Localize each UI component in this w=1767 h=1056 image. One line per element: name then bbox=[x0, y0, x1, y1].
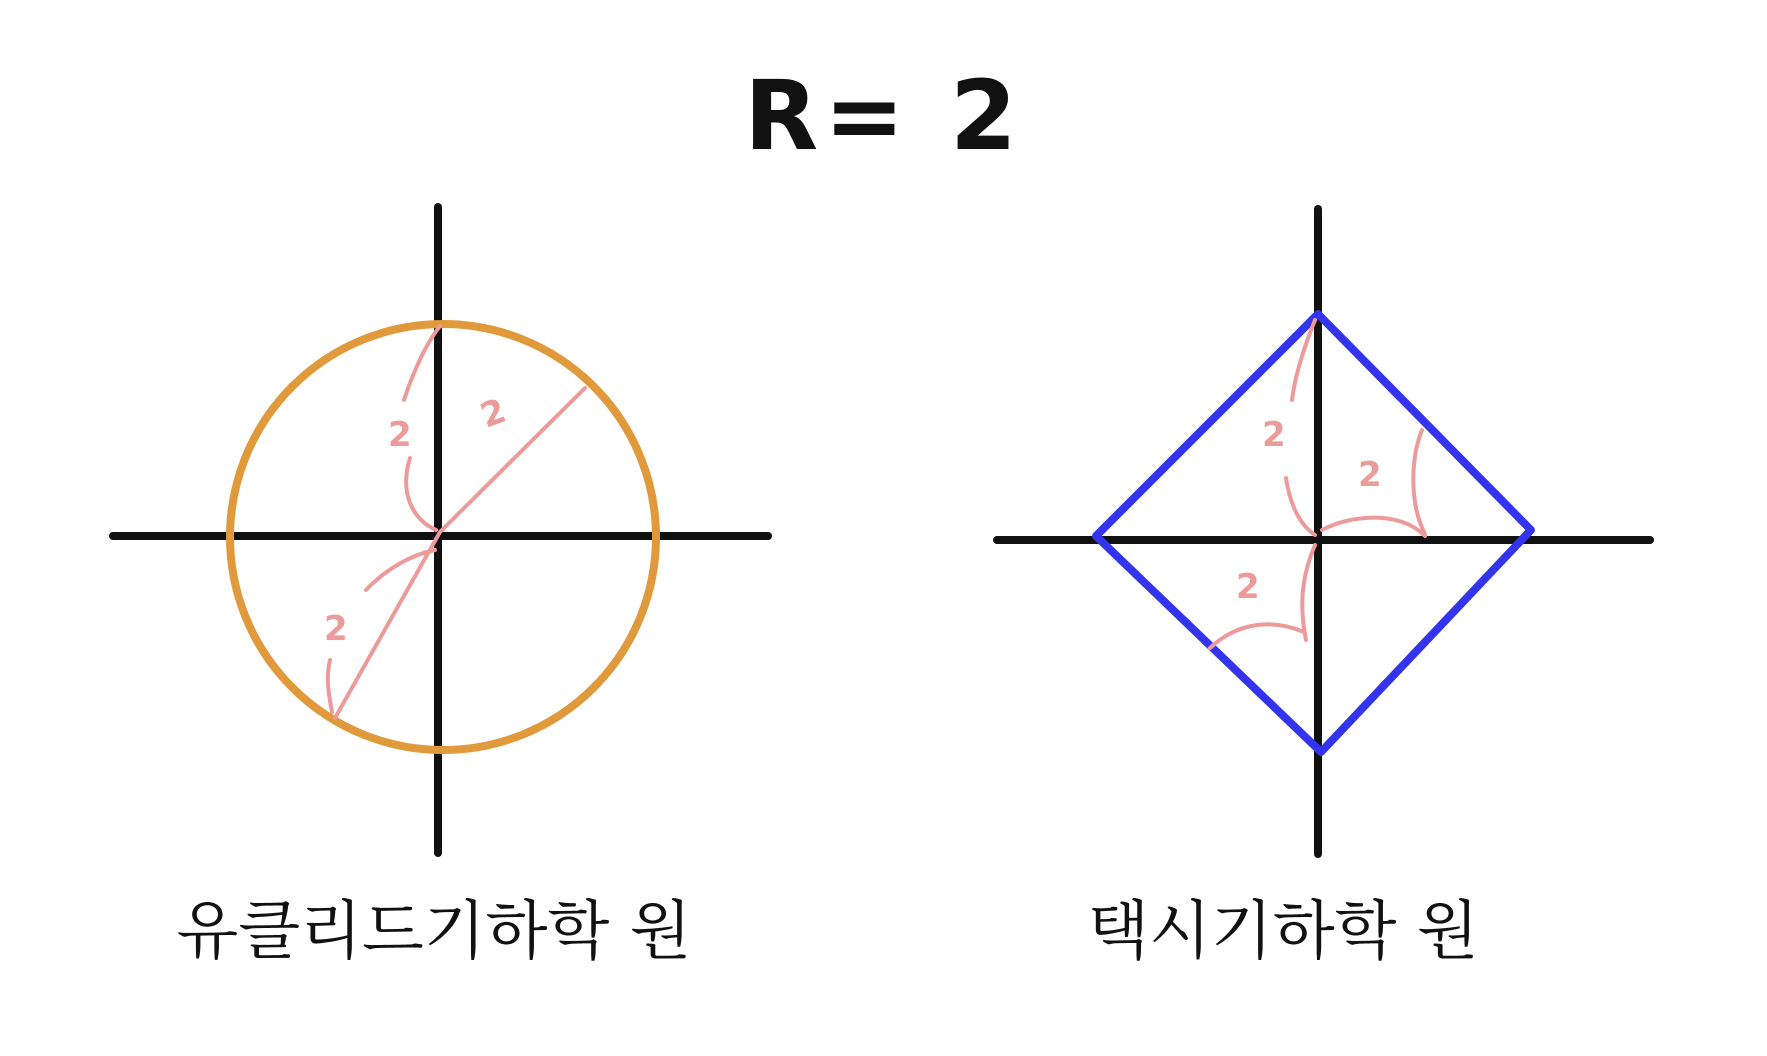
euclid-radius-line-upper bbox=[440, 388, 585, 532]
euclid-radius-label-vertical: 2 bbox=[388, 415, 412, 455]
euclidean-diagram bbox=[113, 207, 768, 853]
taxi-radius-label-right: 2 bbox=[1358, 455, 1382, 495]
taxi-radius-label-vertical: 2 bbox=[1262, 415, 1286, 455]
taxi-brace-vertical bbox=[1286, 320, 1315, 535]
taxicab-diagram bbox=[997, 209, 1650, 854]
euclid-radius-line-lower bbox=[335, 532, 440, 718]
euclidean-caption: 유클리드기하학 원 bbox=[176, 895, 692, 969]
euclid-radius-label-upper: 2 bbox=[475, 390, 512, 437]
taxicab-caption: 택시기하학 원 bbox=[1087, 895, 1479, 969]
diagram-title: R= 2 bbox=[744, 60, 1023, 172]
euclid-radius-label-lower: 2 bbox=[324, 609, 348, 649]
taxi-radius-label-lower: 2 bbox=[1236, 567, 1260, 607]
taxi-brace-lower bbox=[1210, 545, 1315, 648]
